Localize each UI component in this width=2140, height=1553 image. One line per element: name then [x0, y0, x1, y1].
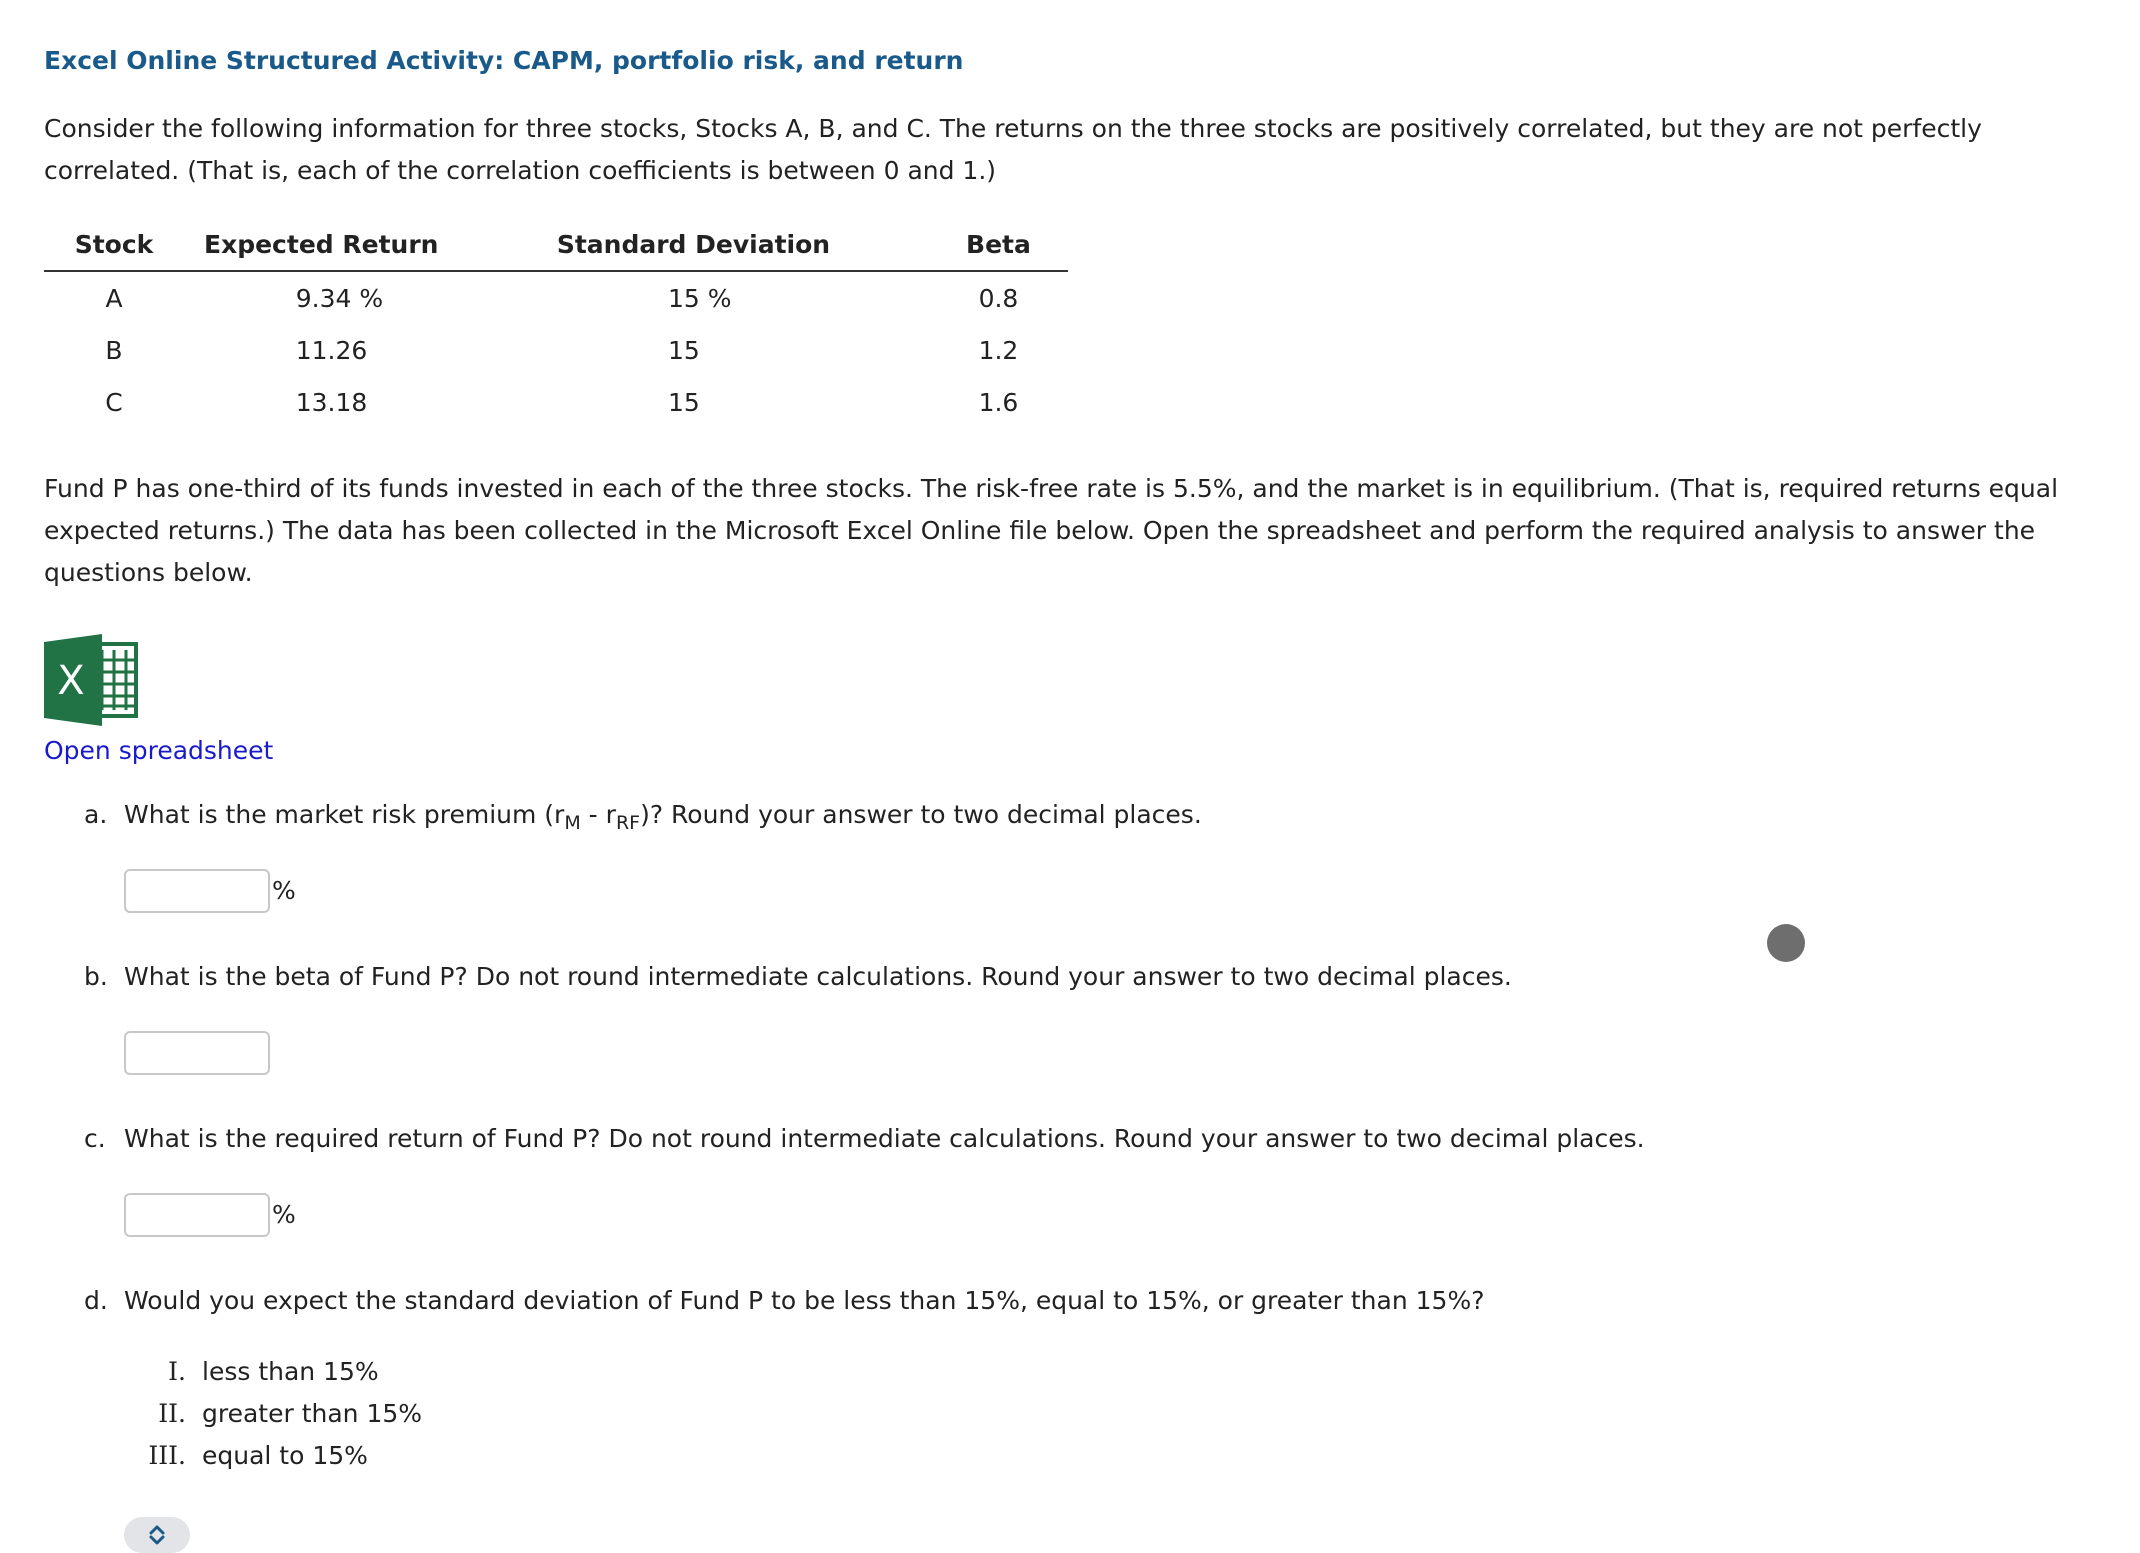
intro-paragraph: Consider the following information for three stocks, Stocks A, B, and C. The returns on the three stocks are positively correlated, but they are not perfectly correlated. (That is, each of the correlation coefficients is between 0 and 1.) [44, 114, 1982, 185]
question-c-text: What is the required return of Fund P? Do not round intermediate calculations. Round your answer to two decimal places. [124, 1124, 1645, 1153]
question-b-text: What is the beta of Fund P? Do not round intermediate calculations. Round your answer to two decimal places. [124, 962, 1512, 991]
question-letter: b. [84, 962, 108, 991]
cell-beta: 1.2 [978, 335, 1019, 365]
question-b [84, 957, 2104, 997]
question-a-text: What is the market risk premium $(r_M - r_{RF})$? Round your answer to two decimal places. [124, 800, 1202, 834]
table-row [44, 324, 1068, 376]
answer-a-input[interactable] [124, 869, 270, 913]
answer-b-input[interactable] [124, 1031, 270, 1075]
question-d-text: Would you expect the standard deviation of Fund P to be less than 15%, equal to 15%, or greater than 15%? [124, 1286, 1485, 1315]
cell-expected-return: 9.34 % [295, 283, 384, 313]
question-letter: d. [84, 1286, 108, 1315]
option-label: less than 15% [202, 1357, 379, 1386]
question-letter: a. [84, 800, 108, 829]
cell-expected-return: 13.18 [295, 387, 368, 417]
answer-d-select[interactable] [124, 1517, 190, 1553]
header-expected-return: Expected Return [184, 226, 458, 271]
question-c [84, 1119, 2104, 1159]
fund-description: Fund P has one-third of its funds invested in each of the three stocks. The risk-free rate is 5.5%, and the market is in equilibrium. (That is, required returns equal expected returns.) The data has been collected in the Microsoft Excel Online file below. Open the spreadsheet and perform the required analysis to answer the questions below. [44, 474, 2059, 587]
option-label: greater than 15% [202, 1399, 423, 1428]
cell-standard-deviation: 15 % [667, 283, 732, 313]
activity-title: Excel Online Structured Activity: CAPM, portfolio risk, and return [44, 46, 964, 75]
cell-standard-deviation: 15 [667, 387, 700, 417]
option-number: III. [148, 1441, 186, 1470]
question-letter: c. [84, 1124, 106, 1153]
header-standard-deviation: Standard Deviation [458, 226, 928, 271]
question-a [84, 795, 2104, 835]
table-header-row [44, 226, 1068, 271]
table-row [44, 271, 1068, 324]
option-number: I. [168, 1357, 186, 1386]
cell-standard-deviation: 15 [667, 335, 700, 365]
header-stock: Stock [44, 226, 184, 271]
cell-beta: 1.6 [978, 387, 1019, 417]
cell-stock: C [105, 387, 123, 417]
cell-stock: A [105, 283, 123, 313]
table-row [44, 376, 1068, 428]
options-list [124, 1351, 2104, 1477]
unit-percent: % [272, 876, 296, 905]
cell-stock: B [105, 335, 123, 365]
up-down-chevron-icon [148, 1524, 166, 1546]
answer-c-input[interactable] [124, 1193, 270, 1237]
cell-expected-return: 11.26 [295, 335, 368, 365]
activity-page [44, 40, 2104, 1553]
unit-percent: % [272, 1200, 296, 1229]
floating-action-dot[interactable] [1767, 924, 1805, 962]
open-spreadsheet-link[interactable]: Open spreadsheet [44, 736, 274, 765]
question-d [84, 1281, 2104, 1321]
cell-beta: 0.8 [978, 283, 1019, 313]
header-beta: Beta [928, 226, 1068, 271]
questions-section [44, 795, 2104, 1553]
list-item [124, 1393, 2104, 1435]
list-item [124, 1435, 2104, 1477]
option-number: II. [158, 1399, 186, 1428]
list-item [124, 1351, 2104, 1393]
option-label: equal to 15% [202, 1441, 368, 1470]
excel-icon[interactable] [44, 634, 140, 726]
excel-icon-letter: X [57, 658, 85, 704]
stock-data-table [44, 226, 1068, 428]
